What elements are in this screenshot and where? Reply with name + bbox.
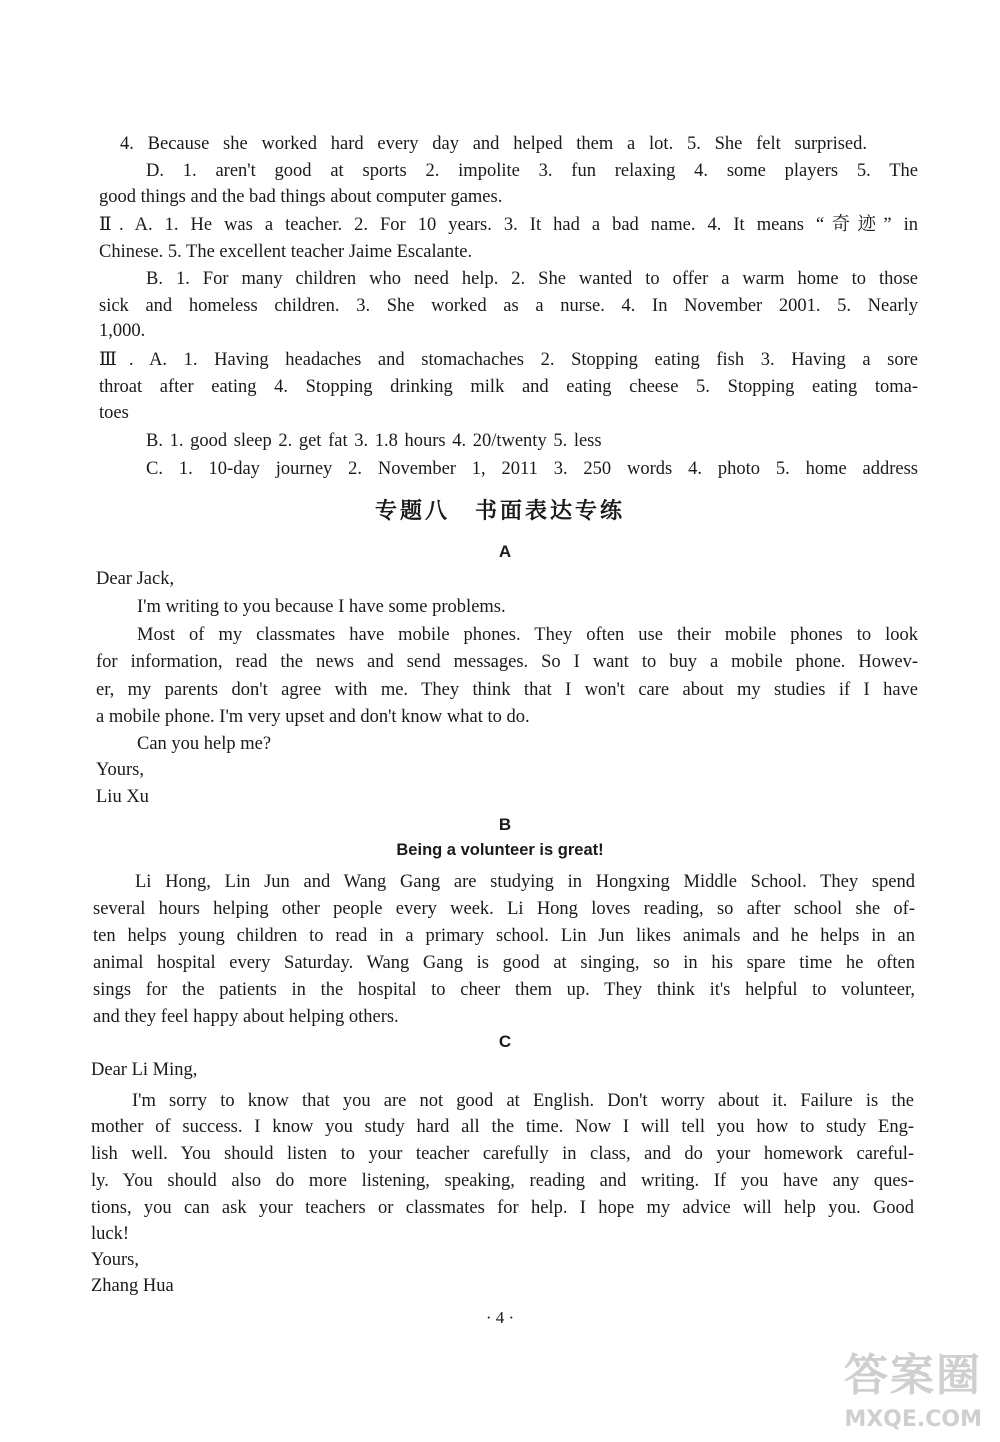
answer-line: Ⅲ. A. 1. Having headaches and stomachaches 2. Stopping eating fish 3. Having a sore [99, 350, 918, 370]
essay-c-line: Yours, [91, 1250, 139, 1270]
essay-c-line: ly. You should also do more listening, speaking, reading and writing. If you have any ques- [91, 1171, 914, 1191]
essay-a-line: I'm writing to you because I have some problems. [137, 597, 506, 617]
essay-a-line: Dear Jack, [96, 569, 175, 589]
watermark-logo [818, 1339, 988, 1434]
essay-b-line: animal hospital every Saturday. Wang Gang is good at singing, so in his spare time he often [93, 953, 915, 973]
answer-line: Chinese. 5. The excellent teacher Jaime Escalante. [99, 242, 473, 262]
essay-b-line: sings for the patients in the hospital to cheer them up. They think it's helpful to volunteer, [93, 980, 915, 1000]
essay-c-label: C [498, 1032, 512, 1051]
essay-a-line: Yours, [96, 760, 144, 780]
essay-c-line: tions, you can ask your teachers or classmates for help. I hope my advice will help you. Good [91, 1198, 914, 1218]
answer-line: B. 1. For many children who need help. 2. She wanted to offer a warm home to those [146, 269, 918, 289]
answer-line: 4. Because she worked hard every day and helped them a lot. 5. She felt surprised. [120, 134, 867, 154]
essay-c-line: Dear Li Ming, [91, 1060, 198, 1080]
page-number: · 4 · [485, 1308, 515, 1327]
essay-a-line: er, my parents don't agree with me. They think that I won't care about my studies if I have [96, 680, 918, 700]
essay-c-line: luck! [91, 1224, 130, 1244]
answer-line: Ⅱ. A. 1. He was a teacher. 2. For 10 years. 3. It had a bad name. 4. It means “奇迹” in [99, 215, 918, 235]
essay-b-title: Being a volunteer is great! [396, 841, 604, 859]
answer-line: 1,000. [99, 321, 146, 341]
essay-c-line: I'm sorry to know that you are not good at English. Don't worry about it. Failure is the [132, 1091, 914, 1111]
answer-line: C. 1. 10-day journey 2. November 1, 2011 3. 250 words 4. photo 5. home address [146, 459, 918, 479]
section-title: 专题八 书面表达专练 [374, 499, 625, 524]
essay-a-line: Liu Xu [96, 787, 149, 807]
essay-b-line: Li Hong, Lin Jun and Wang Gang are studying in Hongxing Middle School. They spend [135, 872, 915, 892]
essay-a-line: a mobile phone. I'm very upset and don't know what to do. [96, 707, 530, 727]
essay-b-line: ten helps young children to read in a primary school. Lin Jun likes animals and he helps in an [93, 926, 915, 946]
answer-line: D. 1. aren't good at sports 2. impolite 3. fun relaxing 4. some players 5. The [146, 161, 918, 181]
essay-a-line: Can you help me? [137, 734, 272, 754]
essay-c-line: lish well. You should listen to your teacher carefully in class, and do your homework careful- [91, 1144, 914, 1164]
essay-a-label: A [498, 542, 512, 561]
essay-b-line: and they feel happy about helping others. [93, 1007, 399, 1027]
answer-line: B. 1. good sleep 2. get fat 3. 1.8 hours 4. 20/twenty 5. less [146, 431, 602, 451]
essay-a-line: Most of my classmates have mobile phones. They often use their mobile phones to look [137, 625, 918, 645]
essay-a-line: for information, read the news and send messages. So I want to buy a mobile phone. Howev- [96, 652, 918, 672]
essay-c-line: mother of success. I know you study hard all the time. Now I will tell you how to study Eng- [91, 1117, 914, 1137]
answer-line: good things and the bad things about computer games. [99, 187, 503, 207]
essay-b-label: B [498, 815, 512, 834]
watermark-url: MXQE.COM [844, 1407, 982, 1432]
answer-line: sick and homeless children. 3. She worked as a nurse. 4. In November 2001. 5. Nearly [99, 296, 918, 316]
answer-line: toes [99, 403, 129, 423]
answer-line: throat after eating 4. Stopping drinking milk and eating cheese 5. Stopping eating toma- [99, 377, 918, 397]
essay-b-line: several hours helping other people every week. Li Hong loves reading, so after school she of- [93, 899, 915, 919]
watermark-cn: 答案圈 [844, 1350, 982, 1401]
essay-c-line: Zhang Hua [91, 1276, 174, 1296]
